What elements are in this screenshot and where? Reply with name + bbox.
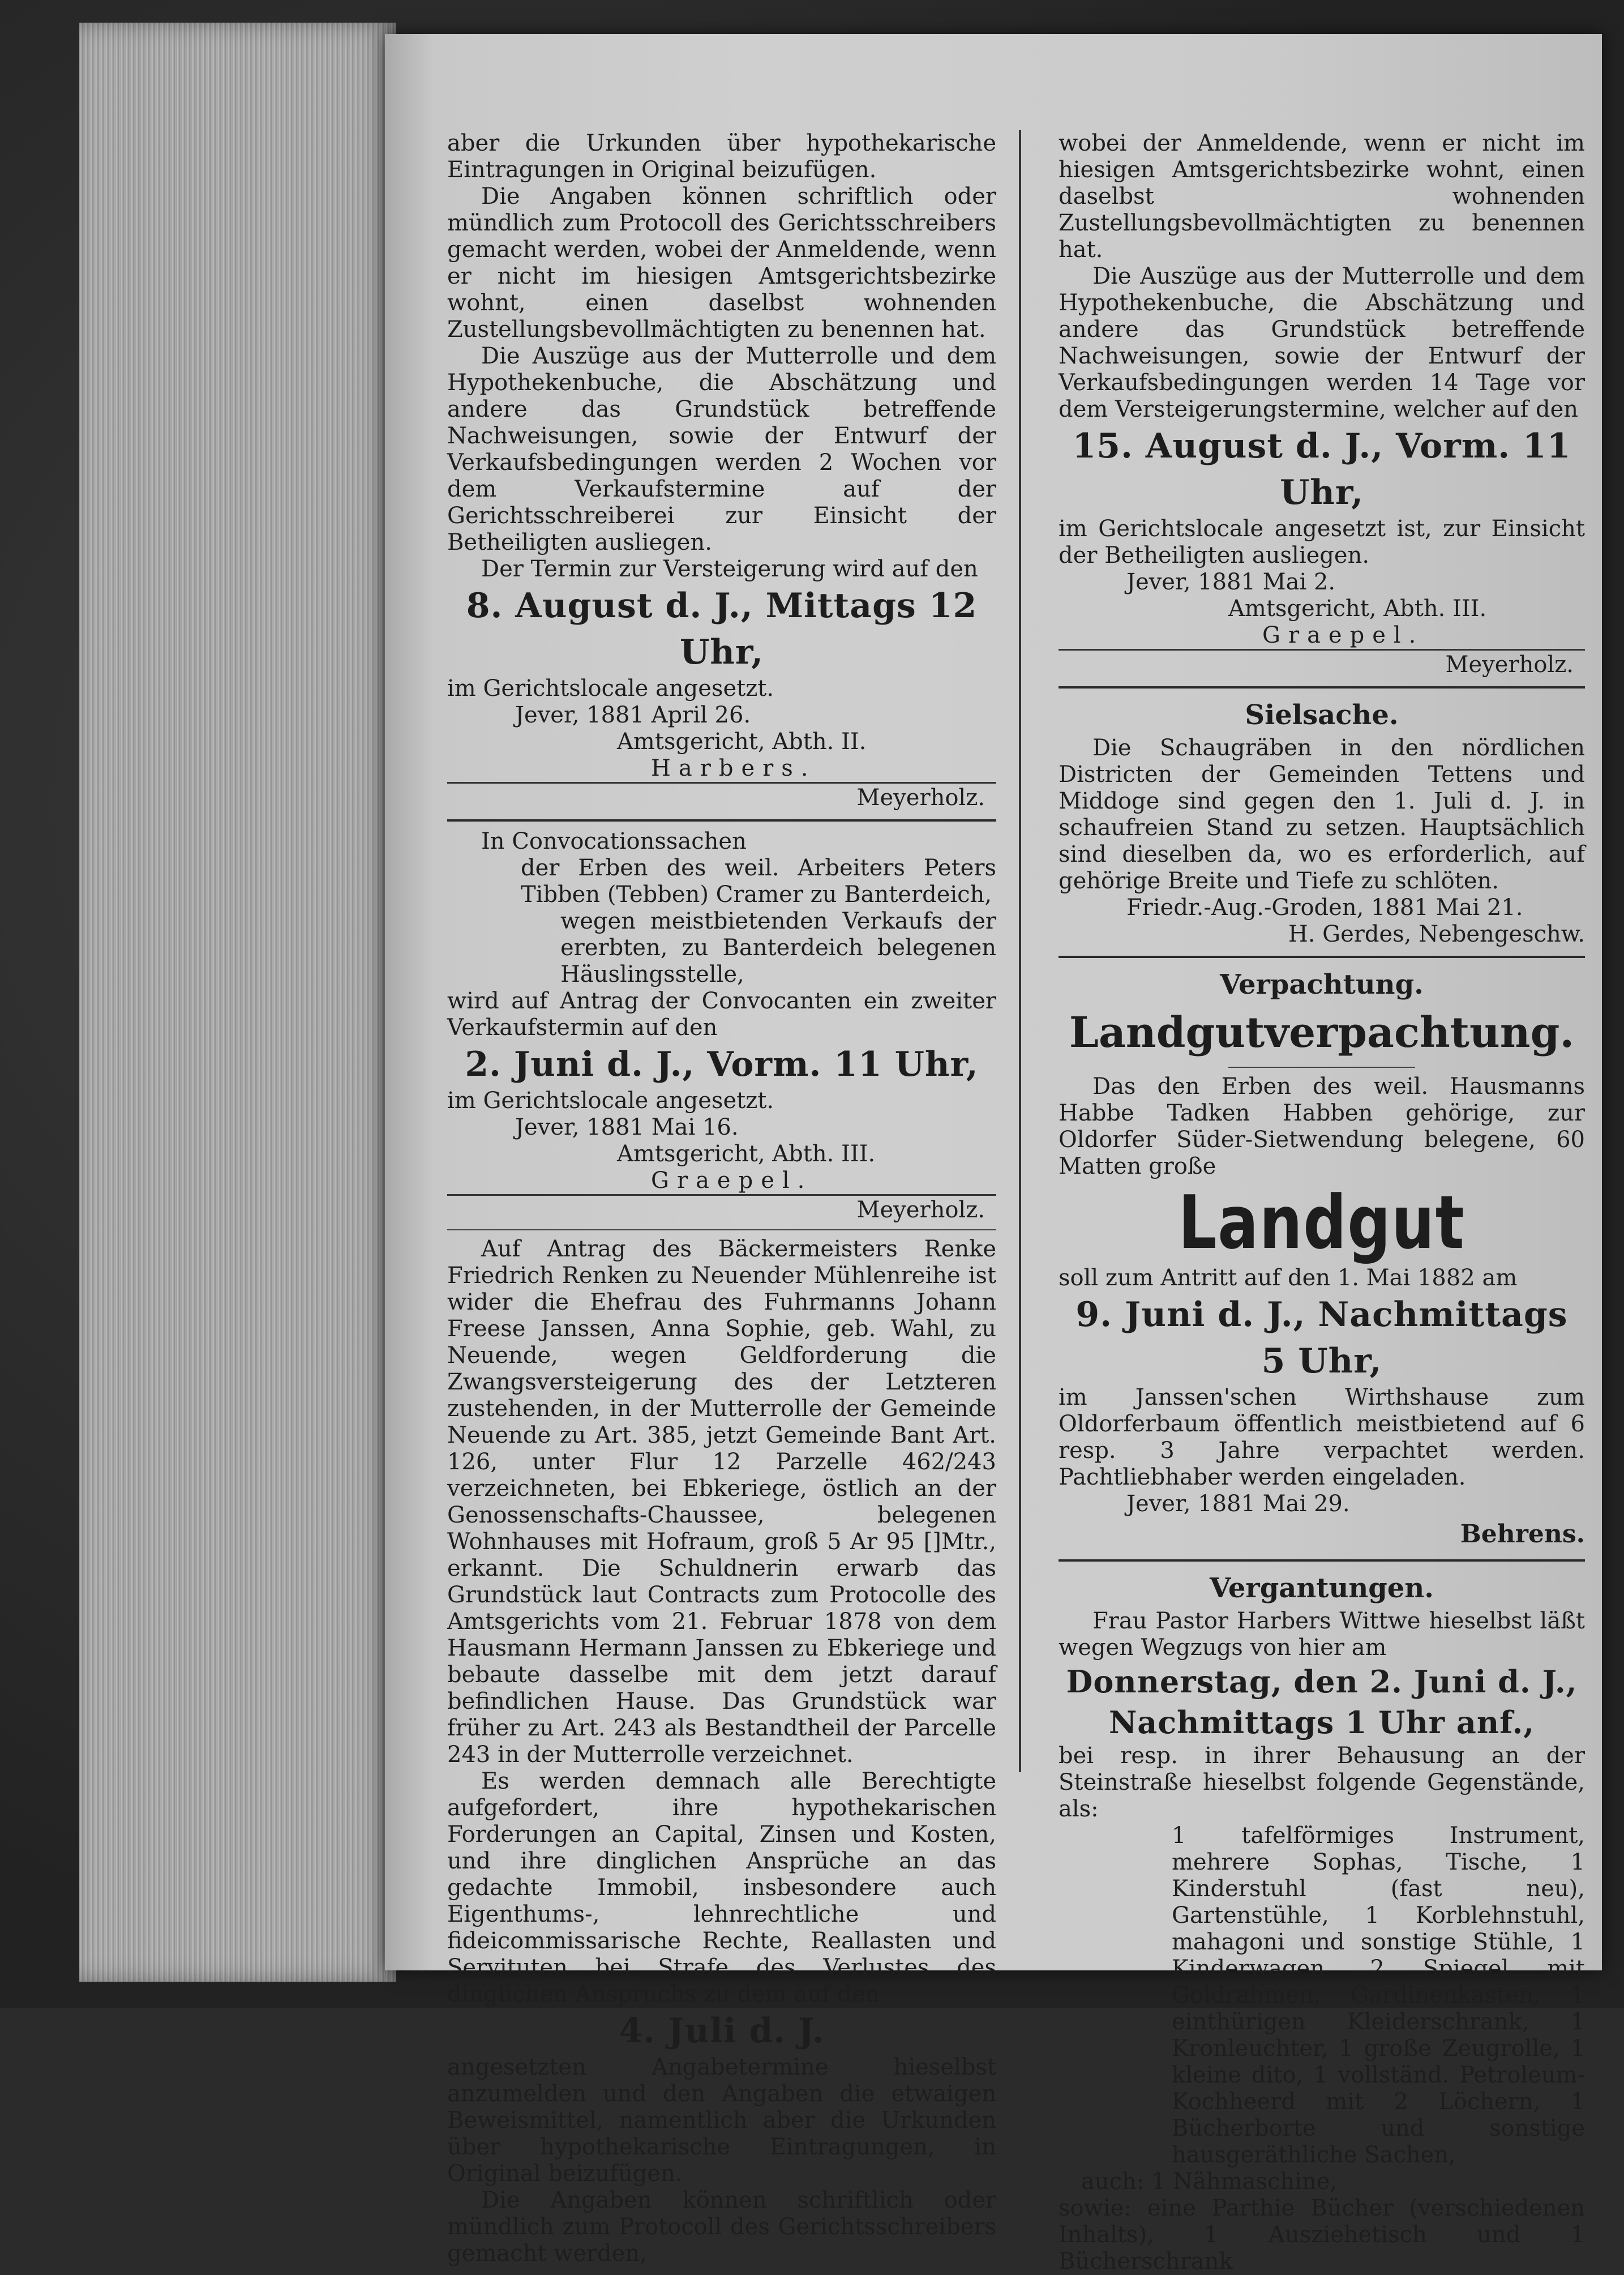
paragraph: Auf Antrag des Bäckermeisters Renke Friedrich Renken zu Neuender Mühlenreihe ist wider die Ehefrau des Fuhrmanns Johann Freese Janssen, Anna Sophie, geb. Wahl, zu Neuende, wegen Geldforderung die Zwangsversteigerung des der Letzteren zustehenden, in der Mutterrolle der Gemeinde Neuende zu Art. 385, jetzt Gemeinde Bant Art. 126, unter Flur 12 Parzelle 462/243 verzeichneten, bei Ebkeriege, östlich an der Genossenschafts-Chaussee, belegenen Wohnhauses mit Hofraum, groß 5 Ar 95 []Mtr., erkannt. Die Schuldnerin erwarb das Grundstück laut Contracts zum Protocolle des Amtsgerichts vom 21. Februar 1878 von dem Hausmann Hermann Janssen zu Ebkeriege und bebaute dasselbe mit dem jetzt darauf befindlichen Hause. Das Grundstück war früher zu Art. 243 als Bestandtheil der Parcelle 243 in der Mutterrolle verzeichnet. xyxy=(447,1236,996,1768)
place-date: Jever, 1881 Mai 2. xyxy=(1126,569,1336,595)
right-column xyxy=(1059,130,1585,2275)
signature-name: H. Gerdes, Nebengeschw. xyxy=(1288,921,1585,947)
paragraph: soll zum Antritt auf den 1. Mai 1882 am xyxy=(1059,1265,1518,1291)
advert-title: Landgutverpachtung. xyxy=(1069,1008,1575,1057)
section-divider xyxy=(1059,1559,1585,1562)
paragraph: bei resp. in ihrer Behausung an der Steinstraße hieselbst folgende Gegenstände, als: xyxy=(1059,1743,1585,1822)
auction-date: 15. August d. J., Vorm. 11 Uhr, xyxy=(1072,426,1571,512)
paragraph: im Gerichtslocale angesetzt. xyxy=(447,675,774,702)
section-divider xyxy=(447,819,996,822)
signature-name: Harbers. xyxy=(651,755,816,781)
signature-name: Behrens. xyxy=(1460,1520,1585,1549)
paragraph: Der Termin zur Versteigerung wird auf den xyxy=(481,556,978,582)
paragraph: der Erben des weil. Arbeiters Peters Tibben (Tebben) Cramer zu Banterdeich, xyxy=(521,855,996,908)
auction-date: 9. Juni d. J., Nachmittags 5 Uhr, xyxy=(1075,1295,1568,1381)
paragraph: Das den Erben des weil. Hausmanns Habbe Tadken Habben gehörige, zur Oldorfer Süder-Sietwendung belegene, 60 Matten große xyxy=(1059,1074,1585,1179)
paragraph: In Convocationssachen xyxy=(481,828,747,854)
paragraph: wobei der Anmeldende, wenn er nicht im hiesigen Amtsgerichtsbezirke wohnt, einen daselbst wohnenden Zustellungsbevollmächtigten zu benennen hat. xyxy=(1059,130,1585,263)
auction-date: Donnerstag, den 2. Juni d. J., xyxy=(1066,1664,1578,1700)
paragraph: im Gerichtslocale angesetzt ist, zur Einsicht der Betheiligten ausliegen. xyxy=(1059,516,1585,568)
auction-date: 4. Juli d. J. xyxy=(619,2011,825,2051)
item-list: 1 tafelförmiges Instrument, mehrere Sophas, Tische, 1 Kinderstuhl (fast neu), Gartenstühle, 1 Korblehnstuhl, mahagoni und sonstige Stühle, 1 Kinderwagen, 2 Spiegel mit Goldrahmen, Gardinenkasten, 1 einthürigen Kleiderschrank, 1 Kronleuchter, 1 große Zeugrolle, 1 kleine dito, 1 vollständ. Petroleum-Kochheerd mit 2 Löchern, 1 Bücherborte und sonstige hausgeräthliche Sachen, xyxy=(1172,1823,1585,2168)
paragraph: Die Auszüge aus der Mutterrolle und dem Hypothekenbuche, die Abschätzung und andere das Grundstück betreffende Nachweisungen, sowie der Entwurf der Verkaufsbedingungen werden 2 Wochen vor dem Verkaufstermine auf der Gerichtsschreiberei zur Einsicht der Betheiligten ausliegen. xyxy=(447,343,996,555)
column-divider xyxy=(1019,130,1021,1772)
auction-date: 2. Juni d. J., Vorm. 11 Uhr, xyxy=(465,1045,979,1084)
court-office: Amtsgericht, Abth. III. xyxy=(617,1141,876,1167)
auction-date: 8. August d. J., Mittags 12 Uhr, xyxy=(466,586,978,672)
place-date: Jever, 1881 Mai 16. xyxy=(515,1114,739,1140)
paragraph: im Gerichtslocale angesetzt. xyxy=(447,1088,774,1114)
paragraph: aber die Urkunden über hypothekarische Eintragungen in Original beizufügen. xyxy=(447,130,996,183)
place-date: Jever, 1881 Mai 29. xyxy=(1126,1491,1350,1517)
section-heading: Verpachtung. xyxy=(1220,969,1424,1000)
paragraph: Die Angaben können schriftlich oder mündlich zum Protocoll des Gerichtsschreibers gemacht werden, xyxy=(447,2187,996,2267)
paragraph: Frau Pastor Harbers Wittwe hieselbst läßt wegen Wegzugs von hier am xyxy=(1059,1608,1585,1661)
item-list: auch: 1 Nähmaschine, xyxy=(1081,2169,1338,2195)
book-page-edges xyxy=(79,23,396,1982)
section-divider xyxy=(1059,956,1585,958)
place-date: Jever, 1881 April 26. xyxy=(515,702,751,728)
clerk-name: Meyerholz. xyxy=(447,1194,996,1224)
item-list: sowie: eine Parthie Bücher (verschiedenen Inhalts), 1 Ausziehetisch und 1 Bücherschrank xyxy=(1059,2195,1585,2274)
paragraph: Die Auszüge aus der Mutterrolle und dem Hypothekenbuche, die Abschätzung und andere das Grundstück betreffende Nachweisungen, sowie der Entwurf der Verkaufsbedingungen werden 14 Tage vor dem Versteigerungstermine, welcher auf den xyxy=(1059,263,1585,422)
section-divider xyxy=(1059,686,1585,689)
paragraph: wegen meistbietenden Verkaufs der ererbten, zu Banterdeich belegenen Häuslingsstelle, xyxy=(560,908,996,987)
clerk-name: Meyerholz. xyxy=(1059,649,1585,678)
signature-name: Graepel. xyxy=(651,1168,813,1194)
paragraph: Die Angaben können schriftlich oder mündlich zum Protocoll des Gerichtsschreibers gemacht werden, wobei der Anmeldende, wenn er nicht im hiesigen Amtsgerichtsbezirke wohnt, einen daselbst wohnenden Zustellungsbevollmächtigten zu benennen hat. xyxy=(447,183,996,343)
paragraph: wird auf Antrag der Convocanten ein zweiter Verkaufstermin auf den xyxy=(447,988,996,1041)
advert-display-word: Landgut xyxy=(1178,1179,1466,1265)
place-date: Friedr.-Aug.-Groden, 1881 Mai 21. xyxy=(1126,895,1523,921)
section-heading: Vergantungen. xyxy=(1210,1572,1434,1604)
section-divider xyxy=(447,1229,996,1230)
paragraph: angesetzten Angabetermine hieselbst anzumelden und den Angaben die etwaigen Beweismittel, namentlich aber die Urkunden über hypothekarische Eintragungen, in Original beizufügen. xyxy=(447,2054,996,2187)
title-underline xyxy=(1228,1067,1415,1068)
auction-time: Nachmittags 1 Uhr anf., xyxy=(1108,1704,1535,1741)
clerk-name: Meyerholz. xyxy=(447,782,996,811)
court-office: Amtsgericht, Abth. II. xyxy=(617,729,867,755)
paragraph: im Janssen'schen Wirthshause zum Oldorferbaum öffentlich meistbietend auf 6 resp. 3 Jahre verpachtet werden. Pachtliebhaber werden eingeladen. xyxy=(1059,1384,1585,1490)
section-heading: Sielsache. xyxy=(1245,699,1399,731)
signature-name: Graepel. xyxy=(1262,622,1424,648)
left-column xyxy=(447,130,996,2267)
paragraph: Es werden demnach alle Berechtigte aufgefordert, ihre hypothekarischen Forderungen an Capital, Zinsen und Kosten, und ihre dinglichen Ansprüche an das gedachte Immobil, insbesondere auch Eigenthums-, lehnrechtliche und fideicommissarische Rechte, Reallasten und Servituten bei Strafe des Verlustes des dinglichen Anspruchs zu dem auf den xyxy=(447,1768,996,2007)
paragraph: Die Schaugräben in den nördlichen Districten der Gemeinden Tettens und Middoge sind gegen den 1. Juli d. J. in schaufreien Stand zu setzen. Hauptsächlich sind dieselben da, wo es erforderlich, auf gehörige Breite und Tiefe zu schlöten. xyxy=(1059,735,1585,894)
court-office: Amtsgericht, Abth. III. xyxy=(1228,596,1487,622)
